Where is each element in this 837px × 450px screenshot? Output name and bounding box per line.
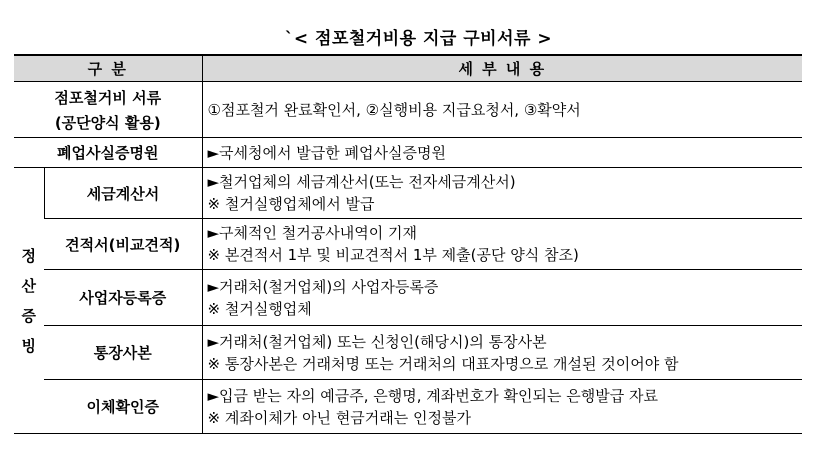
group-label-char: 산 [21,276,36,295]
table-row [14,380,802,434]
item-content-business-registration [202,270,802,326]
content-line2: ※ 철거실행업체 [207,299,312,318]
table-row [14,138,802,168]
content-line1: ►거래처(철거업체) 또는 신청인(해당시)의 통장사본 [207,332,547,351]
table-row [14,219,802,270]
item-content-estimate [202,219,802,270]
header-category: 구 분 [14,55,202,82]
content-line2: ※ 철거실행업체에서 발급 [207,195,375,213]
item-label-transfer-confirmation: 이체확인증 [44,380,202,434]
table-row [14,82,802,138]
group-label-char: 정 [21,246,36,265]
table-row [14,168,802,219]
group-label-char: 증 [21,306,36,325]
header-details: 세 부 내 용 [202,55,802,82]
content-line1: ►철거업체의 세금계산서(또는 전자세금계산서) [207,173,516,191]
item-label-tax-invoice: 세금계산서 [44,168,202,219]
content-line2: ※ 본견적서 1부 및 비교견적서 1부 제출(공단 양식 참조) [207,246,579,264]
table-row [14,326,802,380]
row-label-closure-cert: 폐업사실증명원 [14,138,202,168]
row-label-line2: (공단양식 활용) [54,113,161,132]
content-line2: ※ 계좌이체가 아닌 현금거래는 인정불가 [207,408,471,427]
item-label-business-registration: 사업자등록증 [44,270,202,326]
item-content-bankbook-copy [202,326,802,380]
content-line1: ►거래처(철거업체)의 사업자등록증 [207,277,439,296]
row-label-store-removal [14,82,202,138]
row-content-store-removal: ①점포철거 완료확인서, ②실행비용 지급요청서, ③확약서 [202,82,802,138]
group-label-char: 빙 [21,336,36,355]
item-label-bankbook-copy: 통장사본 [44,326,202,380]
content-line1: ►구체적인 철거공사내역이 기재 [207,224,417,242]
group-label-settlement-evidence [14,168,44,434]
documents-table [14,54,802,434]
document-title: `< 점포철거비용 지급 구비서류 > [284,29,553,49]
row-content-closure-cert: ►국세청에서 발급한 폐업사실증명원 [202,138,802,168]
table-row [14,270,802,326]
item-content-transfer-confirmation [202,380,802,434]
row-label-line1: 점포철거비 서류 [54,88,162,107]
item-label-estimate: 견적서(비교견적) [44,219,202,270]
content-line1: ►입금 받는 자의 예금주, 은행명, 계좌번호가 확인되는 은행발급 자료 [207,386,658,405]
item-content-tax-invoice [202,168,802,219]
table-header-row [14,55,802,82]
content-line2: ※ 통장사본은 거래처명 또는 거래처의 대표자명으로 개설된 것이어야 함 [207,354,679,373]
